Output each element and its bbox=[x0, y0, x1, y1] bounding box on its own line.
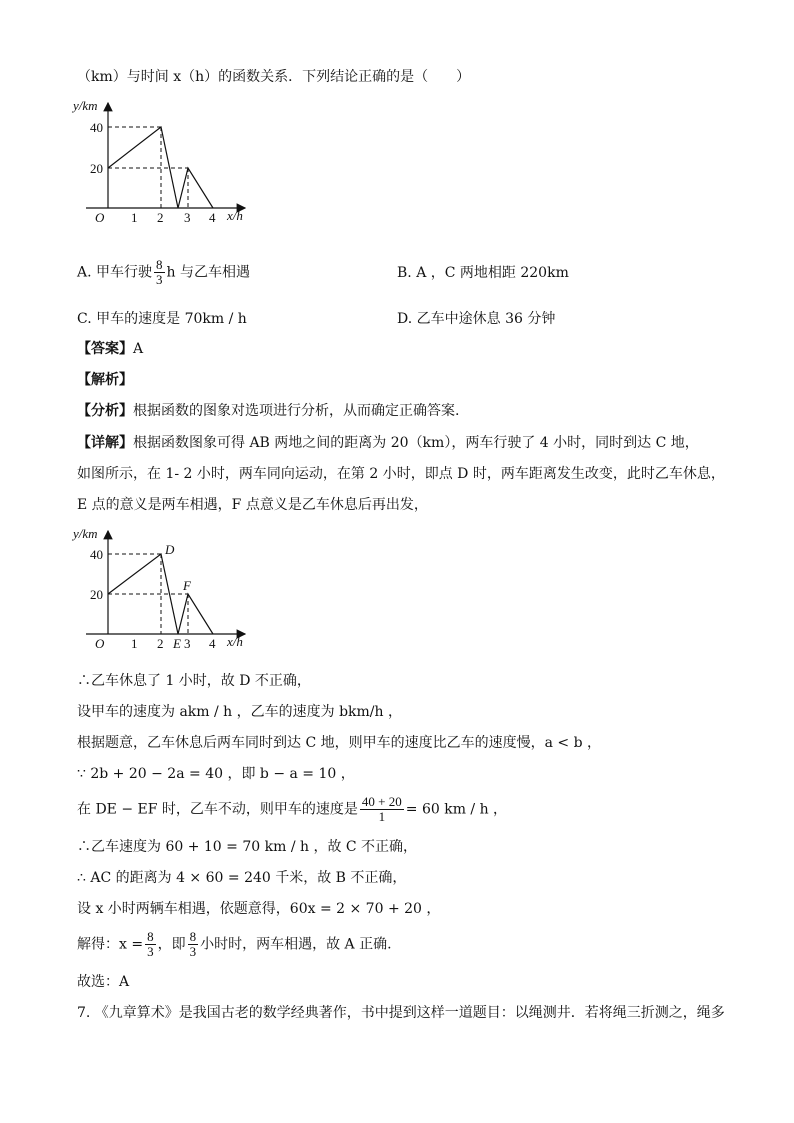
xtick-3: 3 bbox=[184, 636, 191, 651]
xtick-2: 2 bbox=[157, 210, 164, 225]
ytick-40: 40 bbox=[90, 120, 103, 135]
step-5: 在 DE − EF 时，乙车不动，则甲车的速度是 $\frac{40 + 20}{1}$ = 60 km / h ， bbox=[77, 794, 508, 824]
question-stem: （km）与时间 x（h）的函数关系．下列结论正确的是（ ） bbox=[77, 69, 471, 85]
option-b: B. A ，C 两地相距 220km bbox=[397, 265, 569, 281]
xtick-2: 2 bbox=[157, 636, 164, 651]
xlabel: x/h bbox=[227, 208, 243, 223]
jiexi-heading: 【解析】 bbox=[77, 372, 133, 388]
xtick-4: 4 bbox=[209, 636, 216, 651]
xtick-3: 3 bbox=[184, 210, 191, 225]
step-9: 解得：x = $\frac{8}{3}$ ，即 $\frac{8}{3}$ 小时时，两车相遇，故 A 正确. bbox=[77, 929, 392, 959]
ylabel: y/km bbox=[73, 98, 98, 113]
graph-1 bbox=[70, 95, 260, 235]
step-8: 设 x 小时两辆车相遇，依题意得，60x = 2 × 70 + 20 ， bbox=[77, 901, 441, 917]
step-7: ∴ AC 的距离为 4 × 60 = 240 千米，故 B 不正确， bbox=[77, 870, 407, 886]
step-4: ∵ 2b + 20 − 2a = 40 ，即 b − a = 10 ， bbox=[77, 766, 355, 782]
step-6: ∴乙车速度为 60 + 10 = 70 km / h ，故 C 不正确， bbox=[77, 839, 418, 855]
fenxi-line: 【分析】根据函数的图象对选项进行分析，从而确定正确答案. bbox=[77, 403, 460, 419]
xtick-e: E bbox=[173, 636, 181, 651]
xtick-4: 4 bbox=[209, 210, 216, 225]
xiangjie-line: 【详解】根据函数图象可得 AB 两地之间的距离为 20（km），两车行驶了 4 小时，同时到达 C 地， bbox=[77, 435, 699, 451]
step-2: 设甲车的速度为 akm / h ，乙车的速度为 bkm/h ， bbox=[77, 704, 402, 720]
option-d: D. 乙车中途休息 36 分钟 bbox=[397, 311, 556, 327]
ylabel: y/km bbox=[73, 526, 98, 541]
step-10: 故选：A bbox=[77, 974, 130, 990]
option-a: A. 甲车行驶 $\frac{8}{3}$ h 与乙车相遇 bbox=[77, 257, 250, 287]
xlabel: x/h bbox=[227, 634, 243, 649]
step-3: 根据题意，乙车休息后两车同时到达 C 地，则甲车的速度比乙车的速度慢，a < b ， bbox=[77, 735, 601, 751]
xtick-1: 1 bbox=[131, 636, 138, 651]
point-d-label: D bbox=[165, 542, 175, 557]
question-7: 7. 《九章算术》是我国古老的数学经典著作，书中提到这样一道题目：以绳测井．若将绳三折测之，绳多 bbox=[77, 1005, 725, 1021]
origin: O bbox=[95, 210, 105, 225]
ytick-20: 20 bbox=[90, 161, 103, 176]
point-f-label: F bbox=[183, 578, 191, 593]
explain-line-a: 如图所示，在 1- 2 小时，两车同向运动，在第 2 小时，即点 D 时，两车距离发生改变，此时乙车休息， bbox=[77, 466, 725, 482]
ytick-20: 20 bbox=[90, 587, 103, 602]
step-1: ∴乙车休息了 1 小时，故 D 不正确， bbox=[77, 673, 311, 689]
graph-2 bbox=[70, 523, 260, 663]
origin: O bbox=[95, 636, 105, 651]
explain-line-b: E 点的意义是两车相遇，F 点意义是乙车休息后再出发， bbox=[77, 497, 428, 513]
xtick-1: 1 bbox=[131, 210, 138, 225]
answer-line: 【答案】A bbox=[77, 341, 144, 357]
option-c: C. 甲车的速度是 70km / h bbox=[77, 311, 247, 327]
ytick-40: 40 bbox=[90, 547, 103, 562]
